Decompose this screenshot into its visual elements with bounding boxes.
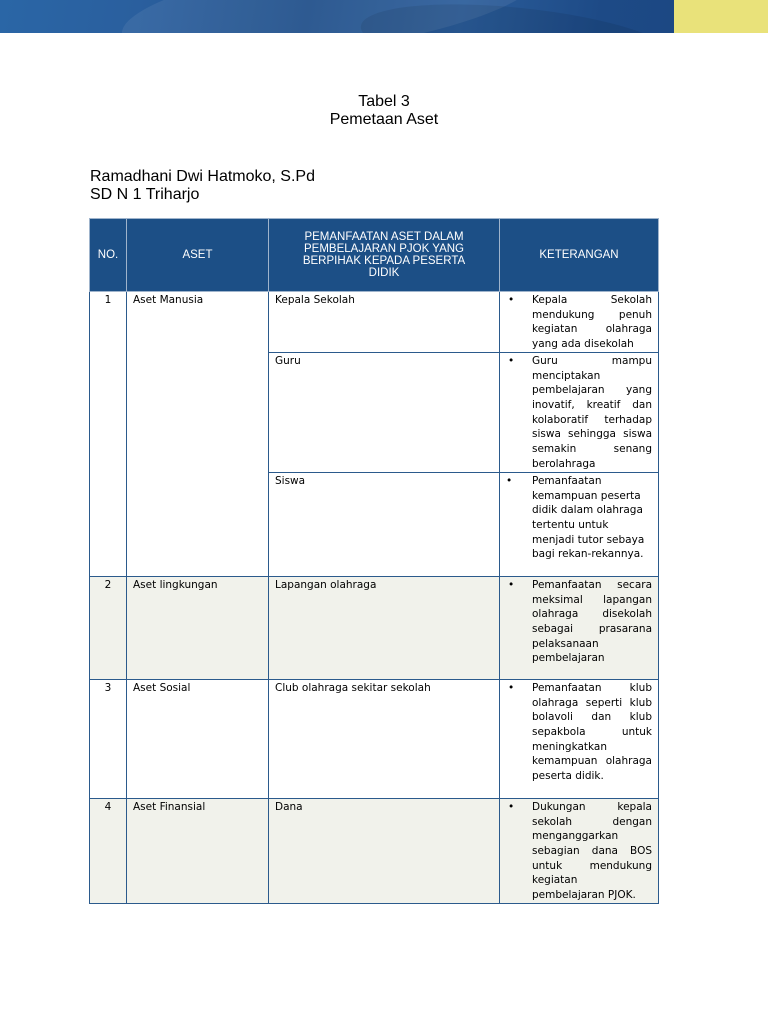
column-header-keterangan: KETERANGAN — [500, 219, 659, 292]
keterangan-cell — [500, 798, 659, 903]
table-caption-title: Pemetaan Aset — [329, 111, 439, 128]
aset-name: Aset lingkungan — [127, 576, 269, 679]
row-number: 3 — [90, 679, 127, 798]
aset-name: Aset Sosial — [127, 679, 269, 798]
pemanfaatan-cell: Lapangan olahraga — [269, 576, 500, 679]
aset-name: Aset Manusia — [127, 292, 269, 577]
keterangan-text: Kepala Sekolah mendukung penuh kegiatan olahraga yang ada disekolah — [532, 294, 652, 351]
keterangan-text: Pemanfaatan kemampuan peserta didik dalam olahraga tertentu untuk menjadi tutor sebaya bagi rekan-rekannya. — [532, 474, 645, 561]
keterangan-cell — [500, 576, 659, 679]
column-header-no: NO. — [90, 219, 127, 292]
pemanfaatan-cell: Dana — [269, 798, 500, 903]
pemanfaatan-cell: Kepala Sekolah — [269, 292, 500, 353]
bullet-icon: • — [506, 474, 513, 487]
bullet-icon: • — [508, 800, 515, 813]
table-caption-number: Tabel 3 — [358, 93, 410, 110]
banner-accent — [674, 0, 768, 33]
row-number: 2 — [90, 576, 127, 679]
keterangan-cell — [500, 472, 659, 576]
keterangan-cell — [500, 679, 659, 798]
pemanfaatan-cell: Siswa — [269, 472, 500, 576]
header-banner — [0, 0, 768, 33]
pemanfaatan-cell: Guru — [269, 352, 500, 472]
keterangan-cell — [500, 352, 659, 472]
bullet-icon: • — [508, 354, 515, 367]
table-row — [90, 576, 659, 679]
column-header-pemanfaatan: PEMANFAATAN ASET DALAM PEMBELAJARAN PJOK YANG BERPIHAK KEPADA PESERTA DIDIK — [269, 219, 500, 292]
keterangan-text: Dukungan kepala sekolah dengan menganggarkan sebagian dana BOS untuk mendukung kegiatan pembelajaran PJOK. — [532, 800, 652, 902]
row-number: 4 — [90, 798, 127, 903]
row-number: 1 — [90, 292, 127, 577]
school-name: SD N 1 Triharjo — [90, 186, 200, 203]
column-header-aset: ASET — [127, 219, 269, 292]
author-name: Ramadhani Dwi Hatmoko, S.Pd — [90, 168, 315, 185]
bullet-icon: • — [508, 578, 515, 591]
table-row — [90, 292, 659, 353]
table-header-row — [90, 219, 659, 292]
keterangan-text: Guru mampu menciptakan pembelajaran yang inovatif, kreatif dan kolaboratif terhadap siswa sehingga siswa semakin senang berolahraga — [532, 354, 652, 470]
bullet-icon: • — [508, 294, 515, 306]
keterangan-cell — [500, 292, 659, 353]
table-row — [90, 679, 659, 798]
bullet-icon: • — [508, 681, 515, 694]
asset-mapping-table — [89, 218, 659, 904]
keterangan-text: Pemanfaatan klub olahraga seperti klub bolavoli dan klub sepakbola untuk meningkatkan kemampuan olahraga peserta didik. — [532, 681, 652, 783]
pemanfaatan-cell: Club olahraga sekitar sekolah — [269, 679, 500, 798]
aset-name: Aset Finansial — [127, 798, 269, 903]
keterangan-text: Pemanfaatan secara meksimal lapangan olahraga disekolah sebagai prasarana pelaksanaan pembelajaran — [532, 578, 652, 665]
table-row — [90, 798, 659, 903]
